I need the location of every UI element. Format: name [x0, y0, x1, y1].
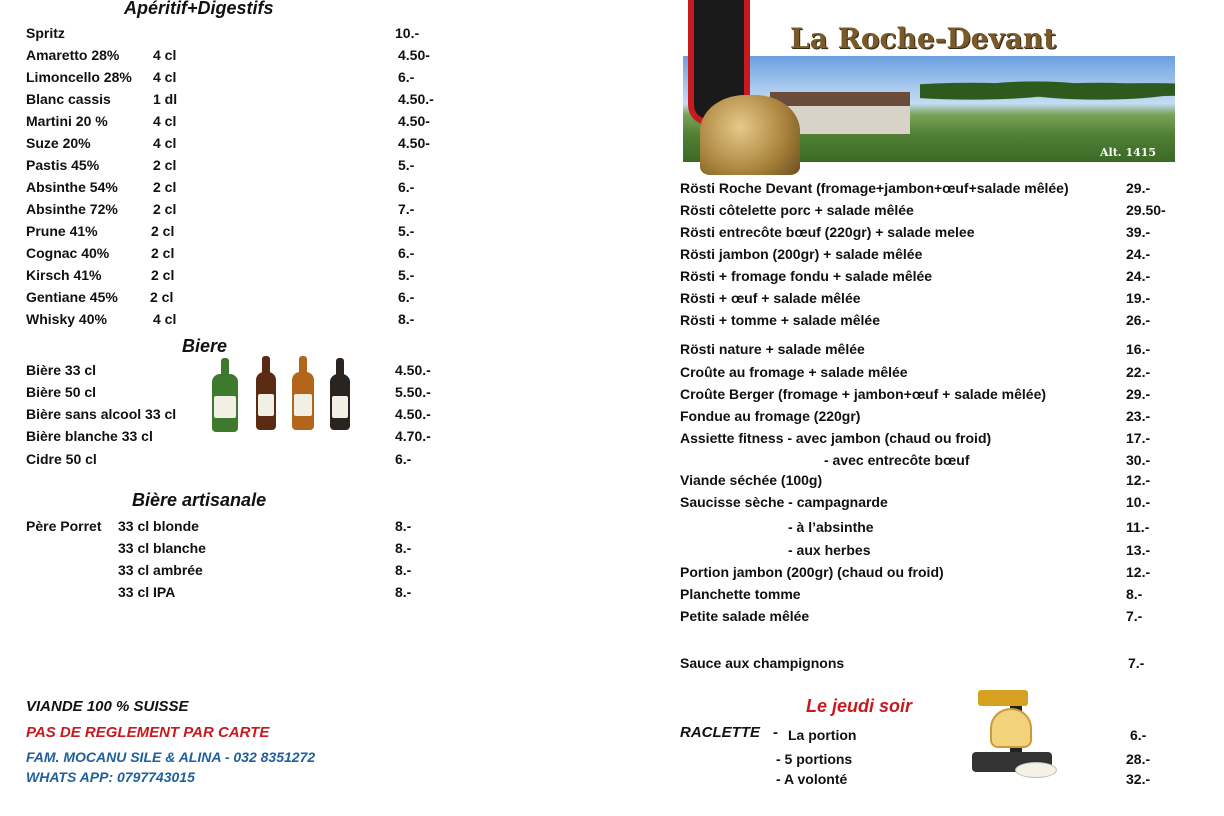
beer-bottle-icon: [292, 372, 314, 430]
aperitif-qty: 2 cl: [151, 223, 175, 239]
aperitif-qty: 2 cl: [153, 157, 177, 173]
plat-name: Assiette fitness - avec jambon (chaud ou froid): [680, 430, 992, 446]
artisanale-name: 33 cl IPA: [118, 584, 176, 600]
beer-bottle-icon: [256, 372, 276, 430]
biere-name: Cidre 50 cl: [26, 451, 97, 467]
plat-price: 17.-: [1126, 430, 1151, 446]
aperitif-name: Prune 41%: [26, 223, 98, 239]
plat-name: Croûte au fromage + salade mêlée: [680, 364, 908, 380]
plat-name: Saucisse sèche - campagnarde: [680, 494, 888, 510]
plat-name: Rösti Roche Devant (fromage+jambon+œuf+salade mêlée): [680, 180, 1069, 196]
plat-price: 29.-: [1126, 180, 1151, 196]
aperitif-name: Suze 20%: [26, 135, 91, 151]
aperitif-qty: 2 cl: [153, 179, 177, 195]
raclette-item: - A volonté: [776, 771, 848, 787]
aperitif-price: 4.50-: [398, 47, 430, 63]
aperitif-price: 5.-: [398, 267, 415, 283]
artisanale-price: 8.-: [395, 584, 412, 600]
plat-name: - avec entrecôte bœuf: [824, 452, 970, 468]
plat-price: 19.-: [1126, 290, 1151, 306]
plat-price: 10.-: [1126, 494, 1151, 510]
artisanale-price: 8.-: [395, 540, 412, 556]
aperitif-qty: 2 cl: [153, 201, 177, 217]
artisanale-price: 8.-: [395, 562, 412, 578]
plat-price: 24.-: [1126, 268, 1151, 284]
plat-price: 30.-: [1126, 452, 1151, 468]
jeudi-title: Le jeudi soir: [806, 696, 913, 716]
plat-price: 11.-: [1126, 519, 1150, 535]
biere-price: 5.50.-: [395, 384, 431, 400]
plat-name: Sauce aux champignons: [680, 655, 845, 671]
aperitif-qty: 2 cl: [150, 289, 174, 305]
raclette-price: 32.-: [1126, 771, 1151, 787]
aperitif-name: Martini 20 %: [26, 113, 108, 129]
aperitif-name: Limoncello 28%: [26, 69, 132, 85]
plat-price: 13.-: [1126, 542, 1151, 558]
plat-price: 12.-: [1126, 472, 1151, 488]
aperitif-price: 5.-: [398, 157, 415, 173]
aperitif-name: Gentiane 45%: [26, 289, 118, 305]
biere-title: Biere: [182, 336, 228, 356]
altitude-label: Alt. 1415: [1100, 146, 1157, 159]
raclette-item: La portion: [788, 727, 857, 743]
plat-price: 24.-: [1126, 246, 1151, 262]
raclette-price: 6.-: [1130, 727, 1147, 743]
plate-icon: [1015, 762, 1057, 778]
aperitif-name: Blanc cassis: [26, 91, 111, 107]
cheese-icon: [990, 708, 1032, 748]
biere-price: 4.50.-: [395, 406, 431, 422]
plat-name: Rösti côtelette porc + salade mêlée: [680, 202, 914, 218]
aperitif-title: Apéritif+Digestifs: [124, 0, 274, 18]
artisanale-name: 33 cl blanche: [118, 540, 206, 556]
plat-name: Rösti entrecôte bœuf (220gr) + salade melee: [680, 224, 975, 240]
plat-name: Portion jambon (200gr) (chaud ou froid): [680, 564, 944, 580]
plat-price: 7.-: [1126, 608, 1143, 624]
plat-name: Planchette tomme: [680, 586, 801, 602]
biere-name: Bière 33 cl: [26, 362, 97, 378]
biere-name: Bière 50 cl: [26, 384, 97, 400]
plat-name: Croûte Berger (fromage + jambon+œuf + salade mêlée): [680, 386, 1047, 402]
aperitif-qty: 1 dl: [153, 91, 178, 107]
aperitif-price: 4.50-: [398, 135, 430, 151]
aperitif-name: Cognac 40%: [26, 245, 110, 261]
aperitif-price: 5.-: [398, 223, 415, 239]
plat-price: 12.-: [1126, 564, 1151, 580]
aperitif-qty: 4 cl: [153, 47, 177, 63]
artisanale-title: Bière artisanale: [132, 490, 267, 510]
plat-name: Rösti nature + salade mêlée: [680, 341, 865, 357]
plat-name: Rösti + tomme + salade mêlée: [680, 312, 880, 328]
plat-name: Petite salade mêlée: [680, 608, 810, 624]
aperitif-name: Pastis 45%: [26, 157, 100, 173]
plat-name: Rösti + œuf + salade mêlée: [680, 290, 861, 306]
aperitif-price: 10.-: [395, 25, 420, 41]
plat-name: Fondue au fromage (220gr): [680, 408, 861, 424]
cow-bell-icon: [700, 95, 800, 175]
artisanale-brand: Père Porret: [26, 518, 102, 534]
aperitif-price: 4.50.-: [398, 91, 434, 107]
artisanale-name: 33 cl ambrée: [118, 562, 203, 578]
raclette-dash: -: [773, 724, 778, 741]
aperitif-price: 6.-: [398, 69, 415, 85]
raclette-label: RACLETTE: [680, 724, 760, 741]
aperitif-qty: 2 cl: [151, 267, 175, 283]
aperitif-qty: 4 cl: [153, 113, 177, 129]
aperitif-price: 4.50-: [398, 113, 430, 129]
aperitif-qty: 4 cl: [153, 135, 177, 151]
plat-price: 16.-: [1126, 341, 1151, 357]
aperitif-qty: 4 cl: [153, 311, 177, 327]
aperitif-qty: 2 cl: [151, 245, 175, 261]
plat-name: Viande séchée (100g): [680, 472, 823, 488]
plat-price: 39.-: [1126, 224, 1151, 240]
beer-bottle-icon: [212, 374, 238, 432]
plat-name: - aux herbes: [788, 542, 871, 558]
aperitif-name: Whisky 40%: [26, 311, 107, 327]
raclette-price: 28.-: [1126, 751, 1151, 767]
aperitif-price: 6.-: [398, 245, 415, 261]
plat-name: - à l’absinthe: [788, 519, 874, 535]
plat-price: 29.50-: [1126, 202, 1166, 218]
aperitif-name: Absinthe 54%: [26, 179, 118, 195]
aperitif-price: 6.-: [398, 289, 415, 305]
plat-price: 26.-: [1126, 312, 1151, 328]
viande-suisse-note: VIANDE 100 % SUISSE: [26, 698, 189, 715]
plat-name: Rösti jambon (200gr) + salade mêlée: [680, 246, 923, 262]
raclette-heater-icon: [978, 690, 1028, 706]
plat-price: 29.-: [1126, 386, 1151, 402]
no-card-payment-note: PAS DE REGLEMENT PAR CARTE: [26, 724, 270, 741]
aperitif-name: Spritz: [26, 25, 65, 41]
whatsapp-contact: WHATS APP: 0797743015: [26, 769, 195, 785]
aperitif-qty: 4 cl: [153, 69, 177, 85]
biere-price: 4.50.-: [395, 362, 431, 378]
biere-price: 4.70.-: [395, 428, 431, 444]
plat-price: 7.-: [1128, 655, 1145, 671]
aperitif-name: Amaretto 28%: [26, 47, 120, 63]
artisanale-name: 33 cl blonde: [118, 518, 199, 534]
raclette-item: - 5 portions: [776, 751, 853, 767]
aperitif-price: 8.-: [398, 311, 415, 327]
plat-price: 8.-: [1126, 586, 1143, 602]
plat-price: 23.-: [1126, 408, 1151, 424]
aperitif-price: 7.-: [398, 201, 415, 217]
plat-price: 22.-: [1126, 364, 1151, 380]
biere-price: 6.-: [395, 451, 412, 467]
beer-bottle-icon: [330, 374, 350, 430]
aperitif-price: 6.-: [398, 179, 415, 195]
biere-name: Bière blanche 33 cl: [26, 428, 153, 444]
artisanale-price: 8.-: [395, 518, 412, 534]
biere-name: Bière sans alcool 33 cl: [26, 406, 177, 422]
plat-name: Rösti + fromage fondu + salade mêlée: [680, 268, 933, 284]
trees-icon: [920, 72, 1175, 104]
aperitif-name: Kirsch 41%: [26, 267, 102, 283]
aperitif-name: Absinthe 72%: [26, 201, 118, 217]
family-contact: FAM. MOCANU SILE & ALINA - 032 8351272: [26, 749, 316, 765]
restaurant-name: La Roche-Devant: [790, 22, 1057, 55]
